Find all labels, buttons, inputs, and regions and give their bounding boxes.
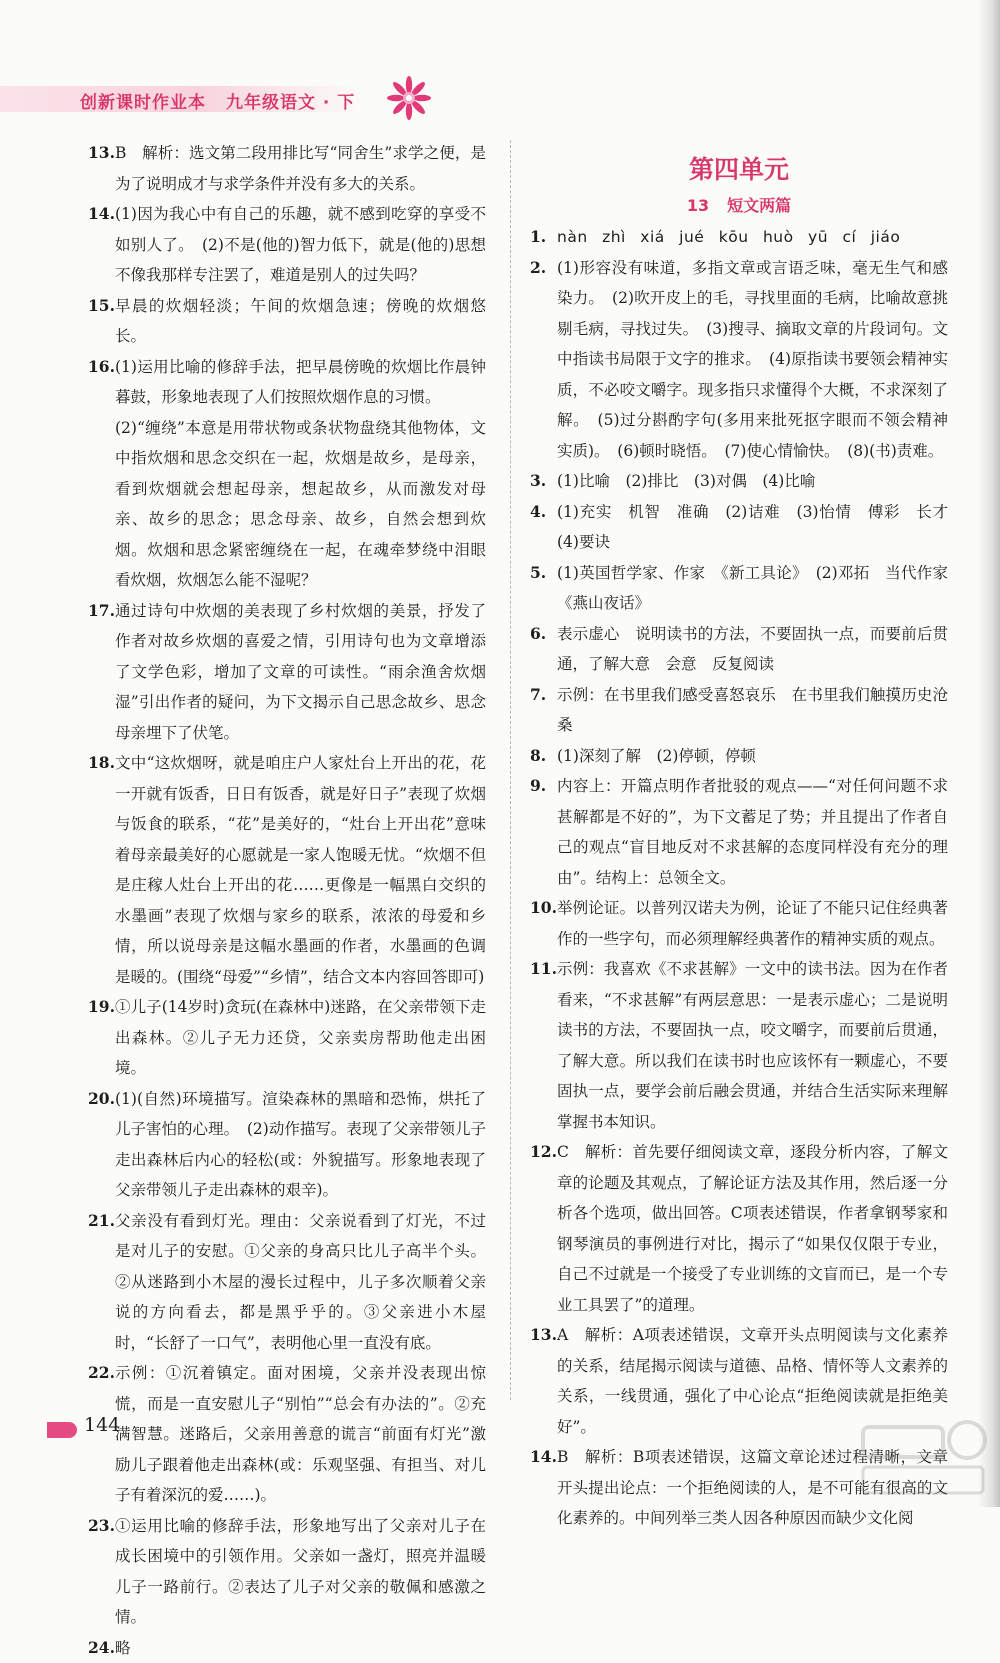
answer-item [88, 1633, 486, 1663]
answer-number: 6. [530, 619, 557, 680]
answer-item [88, 992, 486, 1084]
answer-number: 18. [88, 748, 115, 992]
answer-item [88, 596, 486, 749]
answer-item [530, 741, 948, 772]
unit-title: 第四单元 [530, 150, 948, 190]
header-title [80, 88, 355, 113]
grade-subject: 九年级语文 · 下 [226, 93, 355, 113]
right-column [530, 150, 948, 1534]
answer-number: 14. [530, 1442, 557, 1534]
column-divider [510, 140, 511, 1400]
answer-number: 24. [88, 1633, 115, 1663]
answer-text [557, 893, 948, 954]
answer-paragraph: ①运用比喻的修辞手法，形象地写出了父亲对儿子在成长困境中的引领作用。父亲如一盏灯，照亮并温暖儿子一路前行。②表达了儿子对父亲的敬佩和感激之情。 [115, 1511, 486, 1633]
answer-item [530, 680, 948, 741]
answer-paragraph: (1)因为我心中有自己的乐趣，就不感到吃穿的享受不如别人了。 (2)不是(他的)智力低下，就是(他的)思想不像我那样专注罢了，难道是别人的过失吗？ [115, 199, 486, 291]
answer-text [557, 497, 948, 558]
answer-number: 5. [530, 558, 557, 619]
answer-paragraph: (1)英国哲学家、作家 《新工具论》 (2)邓拓 当代作家 《燕山夜话》 [557, 558, 948, 619]
right-answer-list [530, 222, 948, 1534]
left-column [88, 138, 486, 1663]
answer-text [115, 1511, 486, 1633]
answer-text [557, 253, 948, 467]
answer-item [88, 1084, 486, 1206]
answer-number: 11. [530, 954, 557, 1137]
answer-item [530, 1137, 948, 1320]
answer-paragraph: (2)“缠绕”本意是用带状物或条状物盘绕其他物体，文中指炊烟和思念交织在一起，炊烟是故乡，是母亲，看到炊烟就会想起母亲，想起故乡，从而激发对母亲、故乡的思念；思念母亲、故乡，自然会想到炊烟。炊烟和思念紧密缠绕在一起，在魂牵梦绕中泪眼看炊烟，炊烟怎么能不湿呢？ [115, 413, 486, 596]
answer-item [88, 1358, 486, 1511]
watermark-logo [855, 1415, 990, 1500]
answer-number: 8. [530, 741, 557, 772]
answer-paragraph: 早晨的炊烟轻淡；午间的炊烟急速；傍晚的炊烟悠长。 [115, 291, 486, 352]
book-title: 创新课时作业本 [80, 93, 206, 113]
answer-paragraph: ①儿子(14岁时)贪玩(在森林中)迷路，在父亲带领下走出森林。②儿子无力还贷，父亲卖房帮助他走出困境。 [115, 992, 486, 1084]
answer-number: 20. [88, 1084, 115, 1206]
answer-text [115, 1358, 486, 1511]
answer-paragraph: 文中“这炊烟呀，就是咱庄户人家灶台上开出的花，花一开就有饭香，日日有饭香，就是好日子”表现了炊烟与饭食的联系，“花”是美好的，“灶台上开出花”意味着母亲最美好的心愿就是一家人饱暖无忧。“炊烟不但是庄稼人灶台上开出的花……更像是一幅黑白交织的水墨画”表现了炊烟与家乡的联系，浓浓的母爱和乡情，所以说母亲是这幅水墨画的作者，水墨画的色调是暖的。(围绕“母爱”“乡情”，结合文本内容回答即可) [115, 748, 486, 992]
answer-paragraph: 通过诗句中炊烟的美表现了乡村炊烟的美景，抒发了作者对故乡炊烟的喜爱之情，引用诗句也为文章增添了文学色彩，增加了文章的可读性。“雨余渔舍炊烟湿”引出作者的疑问，为下文揭示自己思念故乡、思念母亲埋下了伏笔。 [115, 596, 486, 749]
answer-text [557, 954, 948, 1137]
answer-paragraph: 示例：在书里我们感受喜怒哀乐 在书里我们触摸历史沧桑 [557, 680, 948, 741]
answer-number: 3. [530, 466, 557, 497]
answer-item [530, 954, 948, 1137]
answer-item [530, 222, 948, 253]
answer-number: 12. [530, 1137, 557, 1320]
answer-item [530, 497, 948, 558]
answer-number: 17. [88, 596, 115, 749]
answer-paragraph: 父亲没有看到灯光。理由：父亲说看到了灯光，不过是对儿子的安慰。①父亲的身高只比儿子高半个头。②从迷路到小木屋的漫长过程中，儿子多次顺着父亲说的方向看去，都是黑乎乎的。③父亲进小木屋时，“长舒了一口气”，表明他心里一直没有底。 [115, 1206, 486, 1359]
answer-text [115, 291, 486, 352]
page-edge-shadow [978, 0, 1000, 1507]
answer-number: 14. [88, 199, 115, 291]
answer-item [88, 1206, 486, 1359]
flower-icon [385, 74, 433, 122]
answer-item [530, 253, 948, 467]
lesson-number: 13 [687, 196, 709, 215]
lesson-title [530, 190, 948, 222]
answer-number: 22. [88, 1358, 115, 1511]
answer-paragraph: (1)(自然)环境描写。渲染森林的黑暗和恐怖，烘托了儿子害怕的心理。 (2)动作描写。表现了父亲带领儿子走出森林后内心的轻松(或：外貌描写。形象地表现了父亲带领儿子走出森林的艰辛)。 [115, 1084, 486, 1206]
answer-paragraph: (1)运用比喻的修辞手法，把早晨傍晚的炊烟比作晨钟暮鼓，形象地表现了人们按照炊烟作息的习惯。 [115, 352, 486, 413]
answer-number: 13. [88, 138, 115, 199]
answer-paragraph: A 解析：A项表述错误，文章开头点明阅读与文化素养的关系，结尾揭示阅读与道德、品格、情怀等人文素养的关系，一线贯通，强化了中心论点“拒绝阅读就是拒绝美好”。 [557, 1320, 948, 1442]
lesson-name: 短文两篇 [727, 196, 791, 215]
answer-item [88, 199, 486, 291]
answer-text [115, 1206, 486, 1359]
answer-paragraph: B 解析：B项表述错误，这篇文章论述过程清晰，文章开头提出论点：一个拒绝阅读的人，是不可能有很高的文化素养的。中间列举三类人因各种原因而缺少文化阅 [557, 1442, 948, 1534]
answer-text [115, 596, 486, 749]
answer-item [88, 291, 486, 352]
answer-paragraph: (1)比喻 (2)排比 (3)对偶 (4)比喻 [557, 466, 948, 497]
answer-number: 13. [530, 1320, 557, 1442]
answer-text [115, 199, 486, 291]
answer-paragraph: (1)深刻了解 (2)停顿，停顿 [557, 741, 948, 772]
answer-text [115, 992, 486, 1084]
page-number: 144 [84, 1414, 120, 1436]
answer-paragraph: 略 [115, 1633, 486, 1663]
answer-paragraph: nàn zhì xiá jué kōu huò yū cí jiáo [557, 222, 948, 253]
answer-text [557, 741, 948, 772]
answer-number: 10. [530, 893, 557, 954]
answer-paragraph: 举例论证。以普列汉诺夫为例，论证了不能只记住经典著作的一些字句，而必须理解经典著作的精神实质的观点。 [557, 893, 948, 954]
answer-paragraph: B 解析：选文第二段用排比写“同舍生”求学之便，是为了说明成才与求学条件并没有多大的关系。 [115, 138, 486, 199]
answer-number: 9. [530, 771, 557, 893]
answer-text [115, 352, 486, 596]
answer-number: 23. [88, 1511, 115, 1633]
answer-number: 19. [88, 992, 115, 1084]
answer-text [557, 771, 948, 893]
answer-number: 7. [530, 680, 557, 741]
answer-number: 16. [88, 352, 115, 596]
answer-text [115, 138, 486, 199]
answer-text [115, 1084, 486, 1206]
answer-item [530, 893, 948, 954]
answer-item [530, 558, 948, 619]
running-header [0, 78, 460, 118]
answer-number: 4. [530, 497, 557, 558]
answer-text [115, 1633, 486, 1663]
answer-paragraph: (1)形容没有味道，多指文章或言语乏味，毫无生气和感染力。 (2)吹开皮上的毛，寻找里面的毛病，比喻故意挑剔毛病，寻找过失。 (3)搜寻、摘取文章的片段词句。文中指读书局限于文字的推求。 (4)原指读书要领会精神实质，不必咬文嚼字。现多指只求懂得个大概，不求深刻了解。 (5)过分斟酌字句(多用来批死抠字眼而不领会精神实质)。 (6)顿时晓悟。 (7)使心情愉快。 (8)(书)责难。 [557, 253, 948, 467]
answer-paragraph: 示例：我喜欢《不求甚解》一文中的读书法。因为在作者看来，“不求甚解”有两层意思：一是表示虚心；二是说明读书的方法，不要固执一点，咬文嚼字，而要前后贯通，了解大意。所以我们在读书时也应该怀有一颗虚心，不要固执一点，要学会前后融会贯通，并结合生活实际来理解掌握书本知识。 [557, 954, 948, 1137]
answer-text [557, 558, 948, 619]
answer-paragraph: 内容上：开篇点明作者批驳的观点——“对任何问题不求甚解都是不好的”，为下文蓄足了势；并且提出了作者自己的观点“盲目地反对不求甚解的态度同样没有充分的理由”。结构上：总领全文。 [557, 771, 948, 893]
answer-number: 21. [88, 1206, 115, 1359]
answer-item [88, 138, 486, 199]
answer-paragraph: 示例：①沉着镇定。面对困境，父亲并没表现出惊慌，而是一直安慰儿子“别怕”“总会有办法的”。②充满智慧。迷路后，父亲用善意的谎言“前面有灯光”激励儿子跟着他走出森林(或：乐观坚强、有担当、对儿子有着深沉的爱……)。 [115, 1358, 486, 1511]
answer-item [88, 748, 486, 992]
answer-text [557, 1137, 948, 1320]
answer-paragraph: (1)充实 机智 准确 (2)诘难 (3)怡情 傅彩 长才 (4)要诀 [557, 497, 948, 558]
answer-item [530, 619, 948, 680]
answer-number: 15. [88, 291, 115, 352]
answer-text [557, 619, 948, 680]
answer-item [88, 1511, 486, 1633]
answer-number: 2. [530, 253, 557, 467]
page-tab [47, 1422, 77, 1438]
answer-paragraph: C 解析：首先要仔细阅读文章，逐段分析内容，了解文章的论题及其观点，了解论证方法及其作用，然后逐一分析各个选项，做出回答。C项表述错误，作者拿钢琴家和钢琴演员的事例进行对比，揭示了“如果仅仅限于专业，自己不过就是一个接受了专业训练的文盲而已，是一个专业工具罢了”的道理。 [557, 1137, 948, 1320]
answer-text [557, 222, 948, 253]
answer-item [88, 352, 486, 596]
answer-item [530, 771, 948, 893]
answer-text [115, 748, 486, 992]
answer-number: 1. [530, 222, 557, 253]
answer-text [557, 680, 948, 741]
answer-item [530, 466, 948, 497]
answer-paragraph: 表示虚心 说明读书的方法，不要固执一点，而要前后贯通，了解大意 会意 反复阅读 [557, 619, 948, 680]
answer-text [557, 466, 948, 497]
